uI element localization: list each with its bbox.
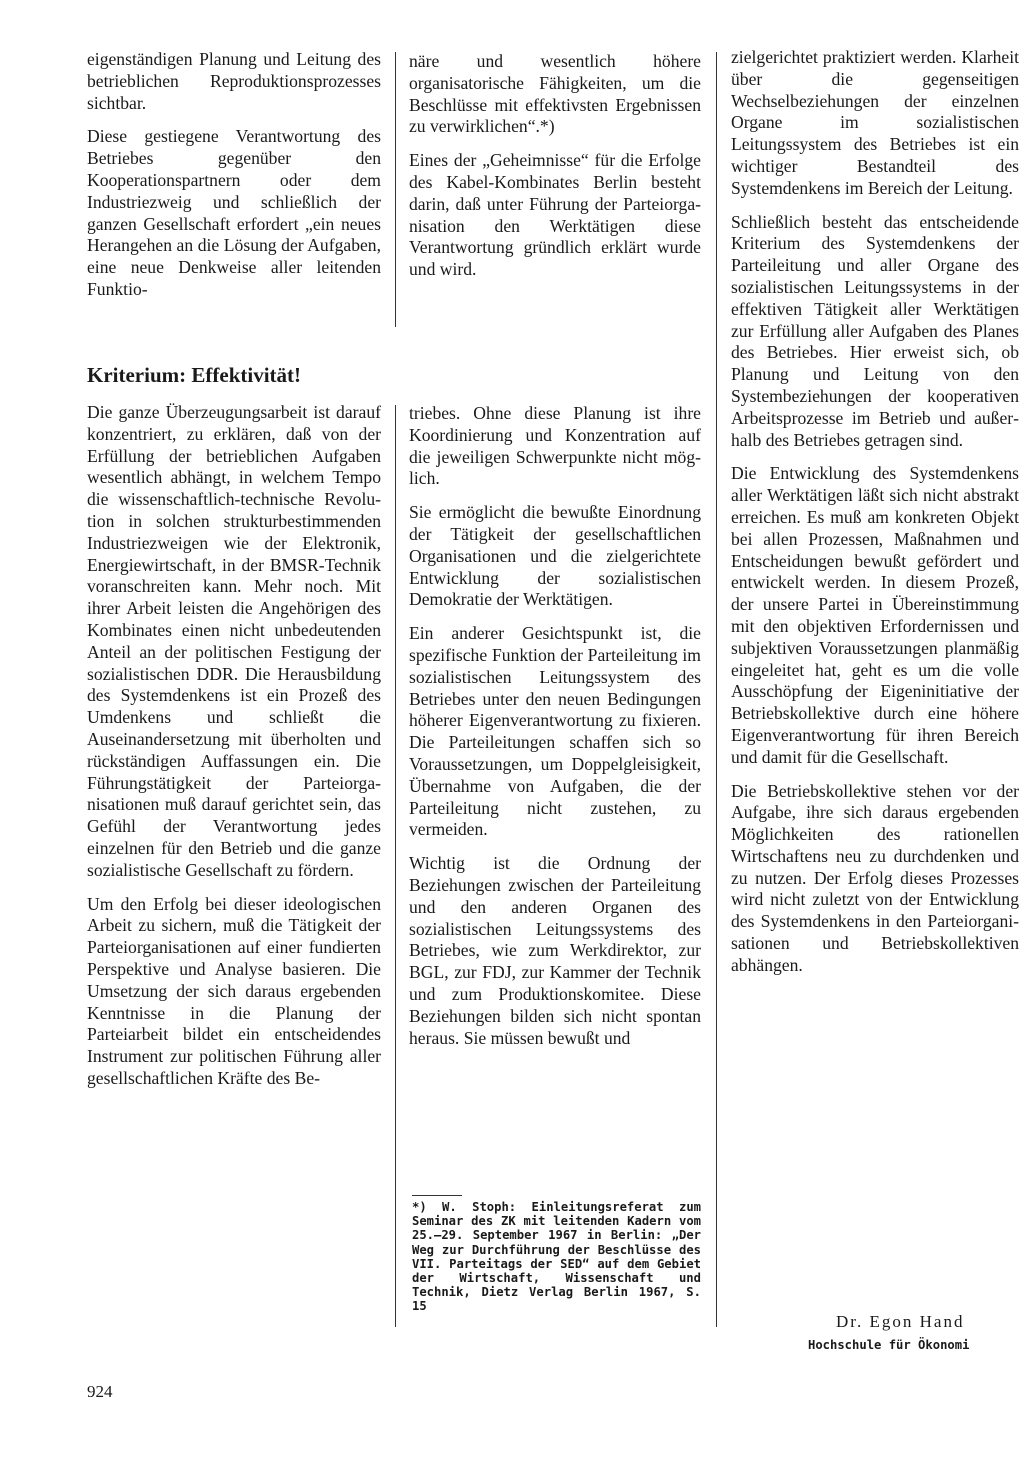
column-1-top: [87, 49, 381, 313]
column-1-main: [87, 402, 381, 1102]
author-affiliation: Hochschule für Ökonomi: [808, 1338, 970, 1352]
column-divider: [395, 52, 396, 327]
author-name: Dr. Egon Hand: [836, 1312, 965, 1331]
footnote-rule: [412, 1195, 462, 1196]
paragraph: Um den Erfolg bei dieser ideologischen Arbeit zu sichern, muß die Tätigkeit der Parteiorganisationen auf einer fundierten Perspektive und Analyse basieren. Die Umsetzung der sich daraus ergebenden Kenntnisse in die Planung der Parteiarbeit bildet ein entscheidendes Instrument zur politischen Führung aller gesellschaftlichen Kräfte des Be-: [87, 893, 381, 1088]
section-heading: Kriterium: Effektivität!: [87, 363, 302, 387]
paragraph: näre und wesentlich höhere organisatorische Fähigkeiten, um die Beschlüsse mit effektivsten Ergebnissen zu verwirklichen“.*): [409, 51, 701, 137]
paragraph: eigenständigen Planung und Leitung des betrieblichen Reproduktionsprozesses sichtbar.: [87, 49, 381, 113]
paragraph: triebes. Ohne diese Planung ist ihre Koordinierung und Konzentration auf die jeweiligen Schwerpunkte nicht möglich.: [409, 403, 701, 489]
footnote: *) W. Stoph: Einleitungsreferat zum Seminar des ZK mit leitenden Kadern vom 25.–29. September 1967 in Berlin: „Der Weg zur Durchführung der Beschlüsse des VII. Parteitags der SED“ auf dem Gebiet der Wirtschaft, Wissenschaft und Technik, Dietz Verlag Berlin 1967, S. 15: [412, 1200, 701, 1314]
paragraph: Sie ermöglicht die bewußte Einordnung der Tätigkeit der gesellschaftlichen Organisationen und die zielgerichtete Entwicklung der sozialistischen Demokratie der Werktätigen.: [409, 502, 701, 610]
paragraph: zielgerichtet praktiziert werden. Klarheit über die gegenseitigen Wechselbeziehungen der einzelnen Organe im sozialistischen Leitungssystem des Betriebes ist ein wichtiger Bestandteil des Systemdenkens im Bereich der Leitung.: [731, 47, 1019, 198]
paragraph: Diese gestiegene Verantwortung des Betriebes gegenüber den Kooperationspartnern oder dem Industriezweig und schließlich der ganzen Gesellschaft erfordert „ein neues Herangehen an die Lösung der Aufgaben, eine neue Denkweise aller leitenden Funktio-: [87, 126, 381, 299]
column-divider: [716, 52, 717, 1327]
paragraph: Die ganze Überzeugungsarbeit ist darauf konzentriert, zu erklären, daß von der Erfüllung der betrieblichen Aufgaben wesentlich abhängt, in welchem Tempo die wissenschaftlich-technische Revolution in solchen strukturbestimmenden Industriezweigen wie der Elektronik, Energiewirtschaft, in der BMSR-Technik voranschreiten kann. Mehr noch. Mit ihrer Arbeit leisten die Angehörigen des Kombinates einen nicht unbedeutenden Anteil an der politischen Festigung der sozialistischen DDR. Die Herausbildung des Systemdenkens ist ein Prozeß des Umdenkens und schließt die Auseinandersetzung mit überholten und rückständigen Auffassungen ein. Die Führungstätigkeit der Parteiorganisationen muß darauf gerichtet sein, das Gefühl der Verantwortung jedes einzelnen für den Betrieb und die ganze sozialistische Gesellschaft zu fördern.: [87, 402, 381, 880]
paragraph: Ein anderer Gesichtspunkt ist, die spezifische Funktion der Parteileitung im sozialistischen Leitungssystem des Betriebes unter den neuen Bedingungen höherer Eigenverantwortung zu fixieren. Die Parteileitungen schaffen sich so Voraussetzungen, um Doppelgleisigkeit, Übernahme von Aufgaben, die der Parteileitung nicht zustehen, zu vermeiden.: [409, 623, 701, 840]
column-2-top: [409, 51, 701, 293]
paragraph: Die Entwicklung des Systemdenkens aller Werktätigen läßt sich nicht abstrakt erreichen. Es muß am konkreten Objekt bei allen Prozessen, Maßnahmen und Entscheidungen bewußt gefördert und entwickelt werden. In diesem Prozeß, der unsere Partei in Übereinstimmung mit den objektiven Erfordernissen und subjektiven Voraussetzungen planmäßig eingeleitet hat, geht es um die volle Ausschöpfung der Eigeninitiative der Betriebskollektive durch eine höhere Eigenverantwortung für ihren Bereich und damit für die Gesellschaft.: [731, 463, 1019, 767]
column-3: [731, 47, 1019, 989]
column-divider: [395, 405, 396, 1327]
paragraph: Wichtig ist die Ordnung der Beziehungen zwischen der Parteileitung und den anderen Organen des sozialistischen Leitungssystems des Betriebes, wie zum Werkdirektor, zur BGL, zur FDJ, zur Kammer der Technik und zum Produktionskomitee. Diese Beziehungen bilden sich nicht spontan heraus. Sie müssen bewußt und: [409, 853, 701, 1048]
column-2-main: [409, 403, 701, 1061]
page-number: 924: [87, 1382, 113, 1401]
paragraph: Schließlich besteht das entscheidende Kriterium des Systemdenkens der Parteileitung und aller Organe des sozialistischen Leitungssystems in der effektiven Tätigkeit aller Werktätigen zur Erfüllung aller Aufgaben des Planes des Betriebes. Hier erweist sich, ob Planung und Leitung von den Systembeziehungen der kooperativen Arbeitsprozesse im Betrieb und außerhalb des Betriebes getragen sind.: [731, 211, 1019, 450]
paragraph: Eines der „Geheimnisse“ für die Erfolge des Kabel-Kombinates Berlin besteht darin, daß unter Führung der Parteiorganisation den Werktätigen diese Verantwortung gründlich erklärt wurde und wird.: [409, 150, 701, 280]
paragraph: Die Betriebskollektive stehen vor der Aufgabe, ihre sich daraus ergebenden Möglichkeiten des rationellen Wirtschaftens neu zu durchdenken und zu nutzen. Der Erfolg dieses Prozesses wird nicht zuletzt von der Entwicklung des Systemdenkens in den Parteiorganisationen und Betriebskollektiven abhängen.: [731, 780, 1019, 975]
